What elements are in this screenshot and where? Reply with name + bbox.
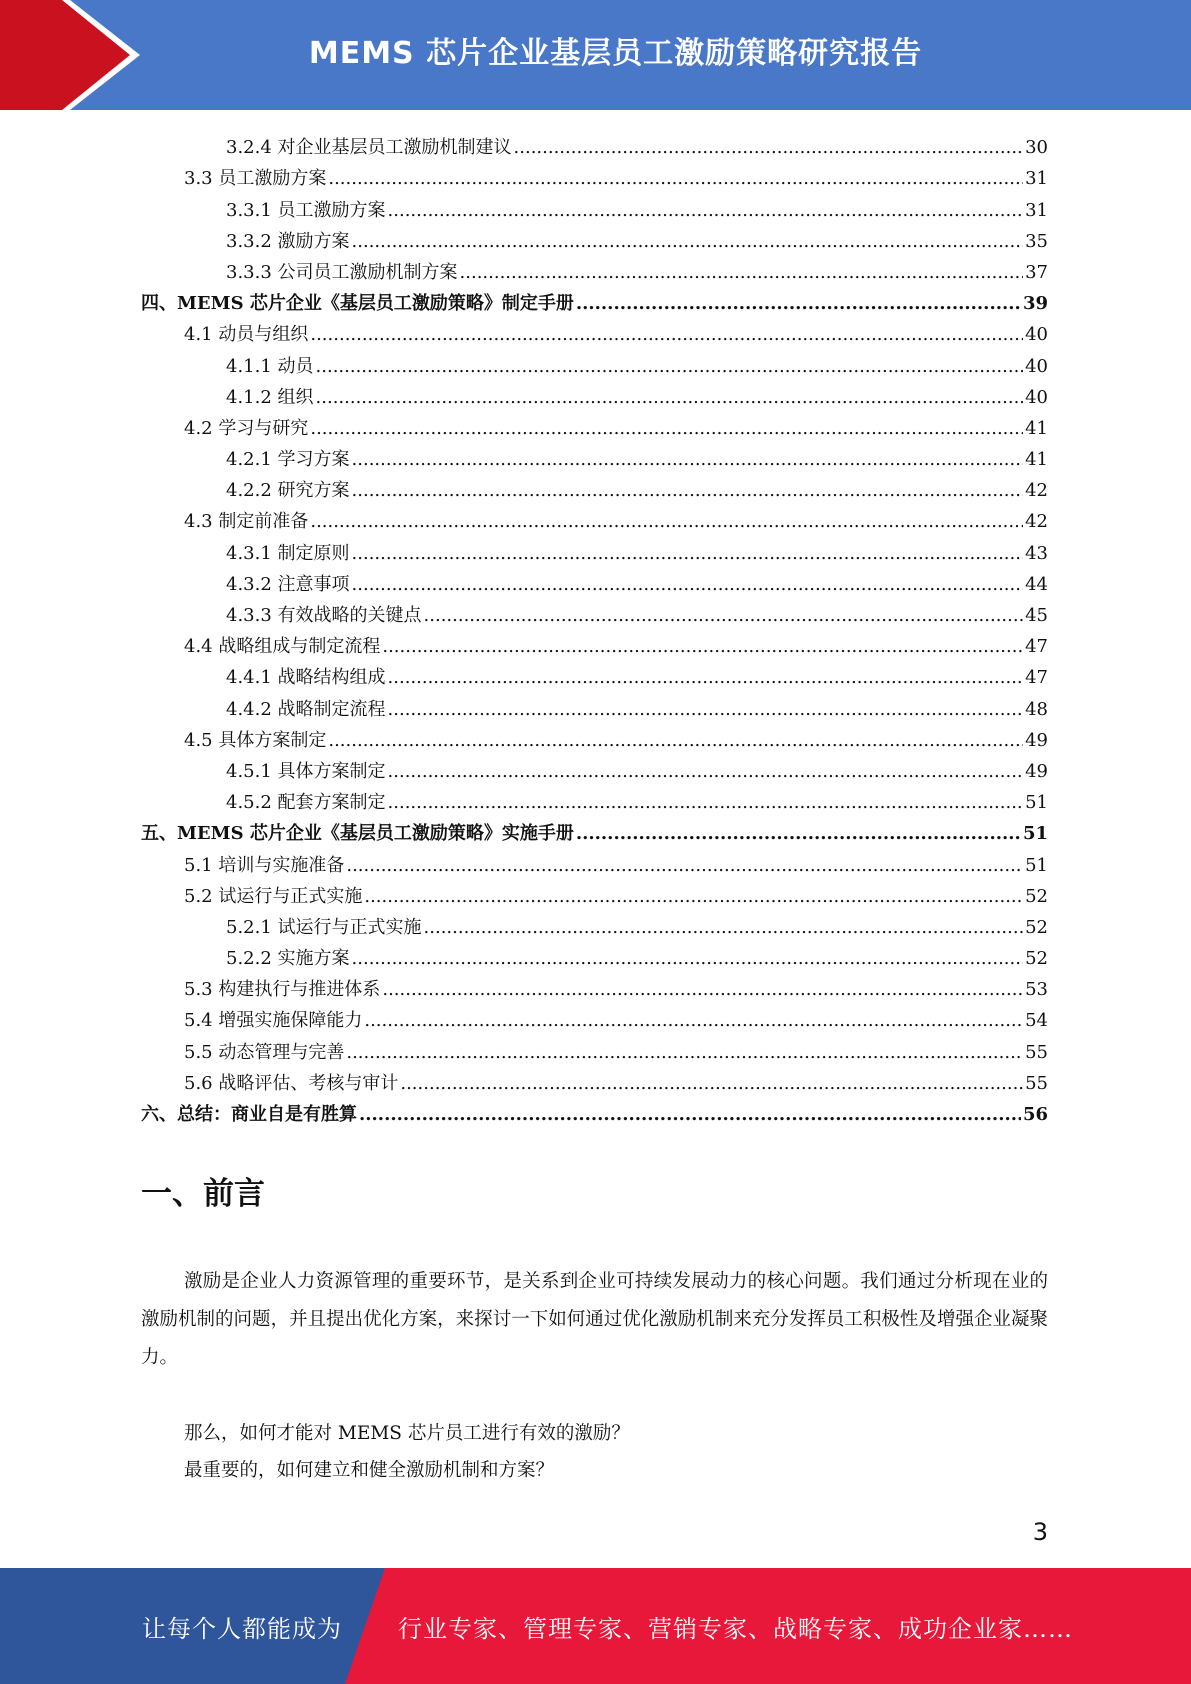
toc-entry-label: 四、MEMS 芯片企业《基层员工激励策略》制定手册 bbox=[141, 293, 574, 315]
page-header bbox=[0, 0, 1191, 110]
toc-entry-label: 3.3.2 激励方案 bbox=[226, 230, 350, 252]
toc-dot-leader bbox=[424, 605, 1024, 627]
toc-entry-page: 48 bbox=[1025, 698, 1048, 720]
toc-entry[interactable] bbox=[141, 1095, 1048, 1126]
toc-dot-leader bbox=[352, 480, 1024, 502]
toc-entry[interactable] bbox=[141, 1032, 1048, 1063]
toc-entry-label: 4.3.3 有效战略的关键点 bbox=[226, 605, 422, 626]
toc-dot-leader bbox=[382, 979, 1023, 1001]
toc-entry-page: 53 bbox=[1025, 979, 1048, 1001]
toc-entry-label: 4.4 战略组成与制定流程 bbox=[184, 636, 381, 658]
toc-entry-label: 4.3.1 制定原则 bbox=[226, 542, 350, 564]
toc-entry[interactable] bbox=[141, 783, 1048, 814]
toc-entry-label: 4.2 学习与研究 bbox=[184, 417, 309, 439]
toc-entry[interactable] bbox=[141, 378, 1048, 409]
toc-dot-leader bbox=[388, 667, 1024, 689]
toc-dot-leader bbox=[364, 886, 1023, 908]
toc-entry-label: 5.5 动态管理与完善 bbox=[184, 1041, 345, 1063]
toc-dot-leader bbox=[352, 231, 1024, 253]
toc-entry-page: 54 bbox=[1025, 1010, 1048, 1032]
toc-entry[interactable] bbox=[141, 533, 1048, 564]
toc-dot-leader bbox=[514, 137, 1024, 159]
toc-entry[interactable] bbox=[141, 565, 1048, 596]
toc-entry[interactable] bbox=[141, 596, 1048, 627]
toc-dot-leader bbox=[576, 293, 1021, 315]
toc-entry-page: 55 bbox=[1025, 1041, 1048, 1063]
page-footer bbox=[0, 1568, 1191, 1684]
toc-entry[interactable] bbox=[141, 814, 1048, 845]
toc-entry[interactable] bbox=[141, 1001, 1048, 1032]
toc-entry-page: 52 bbox=[1025, 916, 1048, 938]
toc-entry-page: 51 bbox=[1025, 854, 1048, 876]
toc-entry[interactable] bbox=[141, 222, 1048, 253]
toc-dot-leader bbox=[310, 324, 1023, 346]
toc-dot-leader bbox=[576, 823, 1021, 845]
toc-entry-label: 3.3 员工激励方案 bbox=[184, 168, 327, 190]
section-heading: 一、前言 bbox=[141, 1176, 265, 1212]
toc-entry-label: 5.1 培训与实施准备 bbox=[184, 854, 345, 876]
toc-entry-page: 40 bbox=[1025, 386, 1048, 408]
toc-entry-label: 5.2.2 实施方案 bbox=[226, 948, 350, 970]
toc-entry[interactable] bbox=[141, 689, 1048, 720]
toc-dot-leader bbox=[352, 449, 1024, 471]
toc-entry[interactable] bbox=[141, 471, 1048, 502]
toc-entry[interactable] bbox=[141, 128, 1048, 159]
toc-entry-label: 4.5.2 配套方案制定 bbox=[226, 792, 386, 814]
toc-dot-leader bbox=[400, 1073, 1023, 1095]
toc-entry-page: 52 bbox=[1025, 948, 1048, 970]
toc-dot-leader bbox=[364, 1010, 1023, 1032]
toc-dot-leader bbox=[328, 168, 1023, 190]
toc-dot-leader bbox=[352, 543, 1024, 565]
toc-entry-label: 3.3.1 员工激励方案 bbox=[226, 199, 386, 221]
toc-entry-page: 41 bbox=[1025, 417, 1048, 439]
toc-entry-label: 4.1 动员与组织 bbox=[184, 324, 309, 346]
toc-entry-page: 31 bbox=[1025, 168, 1048, 190]
toc-entry-label: 4.1.2 组织 bbox=[226, 386, 314, 408]
toc-dot-leader bbox=[460, 262, 1024, 284]
toc-entry[interactable] bbox=[141, 877, 1048, 908]
toc-entry-page: 39 bbox=[1022, 293, 1048, 315]
toc-entry-page: 47 bbox=[1025, 667, 1048, 689]
toc-dot-leader bbox=[359, 1104, 1021, 1126]
toc-entry-page: 41 bbox=[1025, 449, 1048, 471]
toc-entry[interactable] bbox=[141, 409, 1048, 440]
toc-entry[interactable] bbox=[141, 1064, 1048, 1095]
toc-entry-page: 31 bbox=[1025, 199, 1048, 221]
toc-entry-label: 5.3 构建执行与推进体系 bbox=[184, 979, 381, 1001]
page-number: 3 bbox=[1032, 1518, 1048, 1546]
toc-entry[interactable] bbox=[141, 190, 1048, 221]
toc-dot-leader bbox=[388, 761, 1024, 783]
toc-entry-page: 47 bbox=[1025, 636, 1048, 658]
toc-entry-page: 37 bbox=[1025, 261, 1048, 283]
toc-entry-page: 51 bbox=[1022, 823, 1048, 845]
toc-entry-label: 5.2.1 试运行与正式实施 bbox=[226, 916, 422, 938]
toc-entry-label: 六、总结：商业自是有胜算 bbox=[141, 1104, 357, 1125]
toc-entry-page: 42 bbox=[1025, 480, 1048, 502]
toc-entry[interactable] bbox=[141, 284, 1048, 315]
toc-entry[interactable] bbox=[141, 908, 1048, 939]
intro-paragraph: 激励是企业人力资源管理的重要环节，是关系到企业可持续发展动力的核心问题。我们通过分析现在业的激励机制的问题，并且提出优化方案，来探讨一下如何通过优化激励机制来充分发挥员工积极性及增强企业凝聚力。 bbox=[141, 1271, 1048, 1368]
footer-slogan-left: 让每个人都能成为 bbox=[142, 1614, 342, 1643]
toc-entry[interactable] bbox=[141, 939, 1048, 970]
toc-entry-page: 52 bbox=[1025, 885, 1048, 907]
toc-dot-leader bbox=[424, 917, 1024, 939]
toc-entry[interactable] bbox=[141, 346, 1048, 377]
toc-entry-label: 4.2.1 学习方案 bbox=[226, 449, 350, 471]
toc-dot-leader bbox=[328, 730, 1023, 752]
header-arrow-decoration bbox=[0, 0, 150, 110]
toc-entry[interactable] bbox=[141, 159, 1048, 190]
toc-dot-leader bbox=[352, 574, 1024, 596]
toc-entry[interactable] bbox=[141, 721, 1048, 752]
toc-entry-label: 4.3 制定前准备 bbox=[184, 511, 309, 533]
toc-entry-label: 3.2.4 对企业基层员工激励机制建议 bbox=[226, 137, 512, 159]
toc-entry-page: 35 bbox=[1025, 230, 1048, 252]
table-of-contents bbox=[141, 128, 1048, 1126]
question-line-1: 那么，如何才能对 MEMS 芯片员工进行有效的激励？ bbox=[184, 1423, 630, 1444]
toc-dot-leader bbox=[388, 792, 1024, 814]
toc-dot-leader bbox=[346, 1042, 1023, 1064]
question-line-2: 最重要的，如何建立和健全激励机制和方案？ bbox=[184, 1460, 555, 1481]
toc-dot-leader bbox=[310, 418, 1023, 440]
toc-entry-label: 5.2 试运行与正式实施 bbox=[184, 885, 363, 907]
toc-entry[interactable] bbox=[141, 845, 1048, 876]
toc-entry-label: 4.4.1 战略结构组成 bbox=[226, 667, 386, 689]
toc-entry-page: 42 bbox=[1025, 511, 1048, 533]
toc-entry-page: 55 bbox=[1025, 1072, 1048, 1094]
toc-entry-page: 40 bbox=[1025, 324, 1048, 346]
toc-entry-page: 44 bbox=[1025, 573, 1048, 595]
toc-entry[interactable] bbox=[141, 970, 1048, 1001]
toc-dot-leader bbox=[310, 511, 1023, 533]
toc-dot-leader bbox=[388, 699, 1024, 721]
toc-entry-page: 40 bbox=[1025, 355, 1048, 377]
document-title: MEMS 芯片企业基层员工激励策略研究报告 bbox=[308, 36, 923, 71]
toc-dot-leader bbox=[316, 356, 1024, 378]
toc-entry-label: 3.3.3 公司员工激励机制方案 bbox=[226, 261, 458, 283]
toc-entry-label: 五、MEMS 芯片企业《基层员工激励策略》实施手册 bbox=[141, 823, 574, 845]
toc-entry[interactable] bbox=[141, 315, 1048, 346]
toc-entry[interactable] bbox=[141, 627, 1048, 658]
toc-entry-page: 49 bbox=[1025, 760, 1048, 782]
toc-entry-label: 4.5 具体方案制定 bbox=[184, 729, 327, 751]
toc-entry[interactable] bbox=[141, 658, 1048, 689]
toc-entry-label: 5.6 战略评估、考核与审计 bbox=[184, 1072, 399, 1094]
toc-entry-page: 56 bbox=[1022, 1104, 1048, 1125]
toc-entry-page: 45 bbox=[1025, 605, 1048, 626]
toc-entry[interactable] bbox=[141, 440, 1048, 471]
toc-dot-leader bbox=[346, 855, 1023, 877]
toc-entry[interactable] bbox=[141, 253, 1048, 284]
toc-entry-page: 43 bbox=[1025, 542, 1048, 564]
toc-dot-leader bbox=[316, 387, 1024, 409]
toc-entry[interactable] bbox=[141, 752, 1048, 783]
toc-entry-label: 4.4.2 战略制定流程 bbox=[226, 698, 386, 720]
footer-slogan-right: 行业专家、管理专家、营销专家、战略专家、成功企业家…… bbox=[398, 1614, 1073, 1643]
toc-entry-page: 51 bbox=[1025, 792, 1048, 814]
toc-entry-label: 4.2.2 研究方案 bbox=[226, 480, 350, 502]
toc-entry-page: 49 bbox=[1025, 729, 1048, 751]
toc-entry-label: 4.5.1 具体方案制定 bbox=[226, 760, 386, 782]
toc-entry-label: 4.1.1 动员 bbox=[226, 355, 314, 377]
toc-entry[interactable] bbox=[141, 502, 1048, 533]
toc-dot-leader bbox=[352, 948, 1024, 970]
toc-entry-label: 5.4 增强实施保障能力 bbox=[184, 1010, 363, 1032]
toc-dot-leader bbox=[382, 636, 1023, 658]
toc-dot-leader bbox=[388, 200, 1024, 222]
toc-entry-label: 4.3.2 注意事项 bbox=[226, 573, 350, 595]
toc-entry-page: 30 bbox=[1025, 137, 1048, 159]
